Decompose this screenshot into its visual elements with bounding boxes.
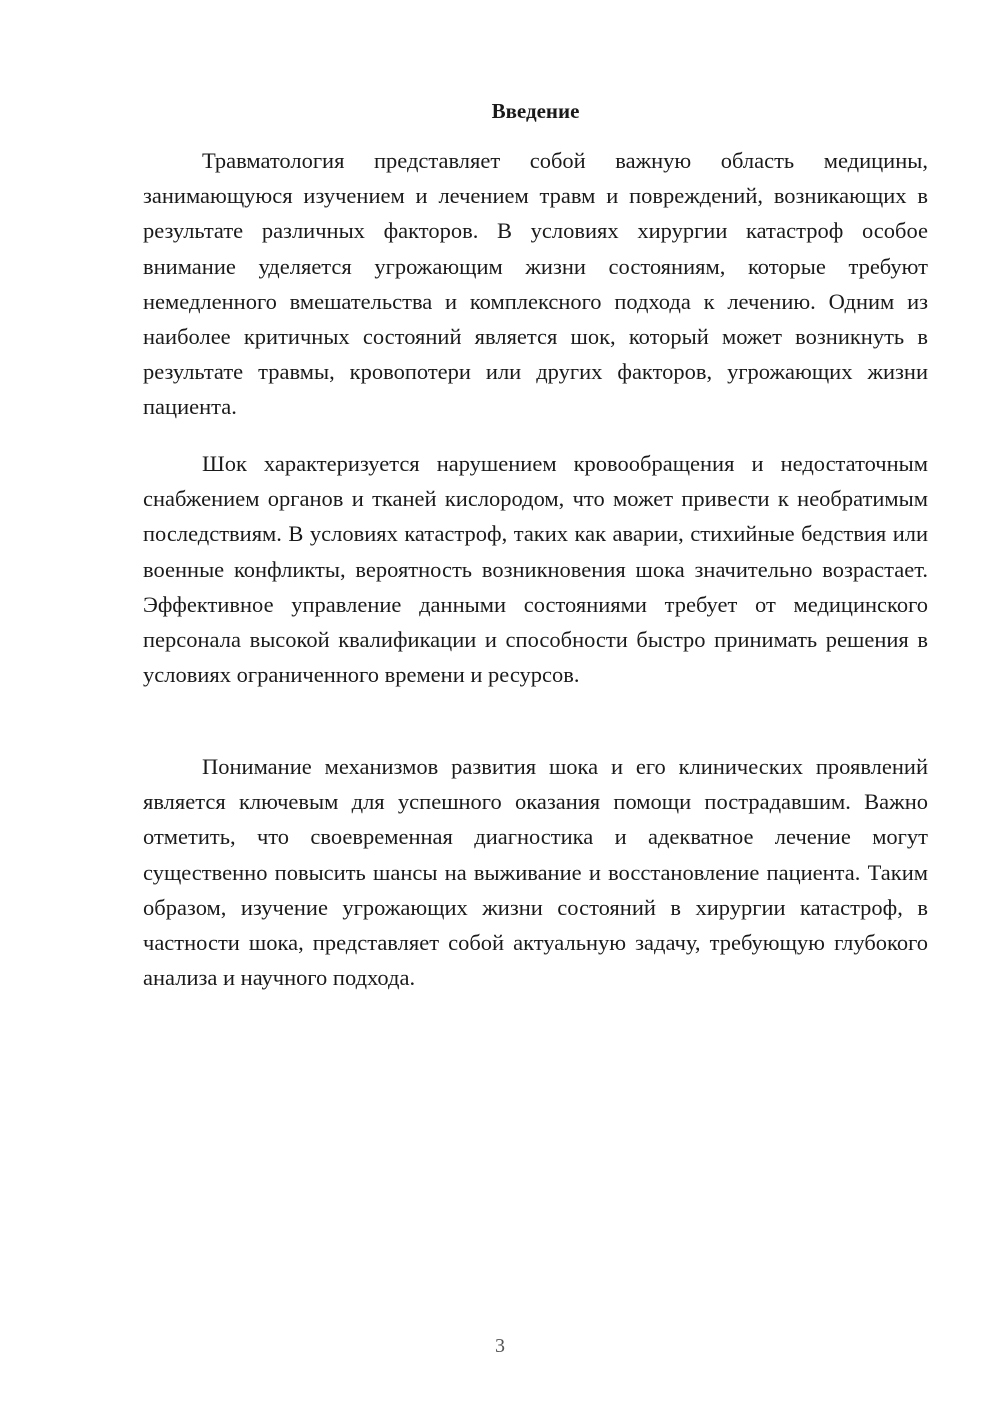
body-paragraph-3: Понимание механизмов развития шока и его клинических проявлений является ключевым для успешного оказания помощи пострадавшим. Важно отметить, что своевременная диагностика и адекватное лечение могут существенно повысить шансы на выживание и восстановление пациента. Таким образом, изучение угрожающих жизни состояний в хирургии катастроф, в частности шока, представляет собой актуальную задачу, требующую глубокого анализа и научного подхода.	[143, 754, 928, 991]
page-number: 3	[495, 1335, 505, 1357]
body-paragraph-2: Шок характеризуется нарушением кровообращения и недостаточным снабжением органов и тканей кислородом, что может привести к необратимым последствиям. В условиях катастроф, таких как аварии, стихийные бедствия или военные конфликты, вероятность возникновения шока значительно возрастает. Эффективное управление данными состояниями требует от медицинского персонала высокой квалификации и способности быстро принимать решения в условиях ограниченного времени и ресурсов.	[143, 451, 928, 688]
body-paragraph-1: Травматология представляет собой важную область медицины, занимающуюся изучением и лечением травм и повреждений, возникающих в результате различных факторов. В условиях хирургии катастроф особое внимание уделяется угрожающим жизни состояниям, которые требуют немедленного вмешательства и комплексного подхода к лечению. Одним из наиболее критичных состояний является шок, который может возникнуть в результате травмы, кровопотери или других факторов, угрожающих жизни пациента.	[143, 148, 928, 420]
section-heading: Введение	[491, 99, 580, 123]
